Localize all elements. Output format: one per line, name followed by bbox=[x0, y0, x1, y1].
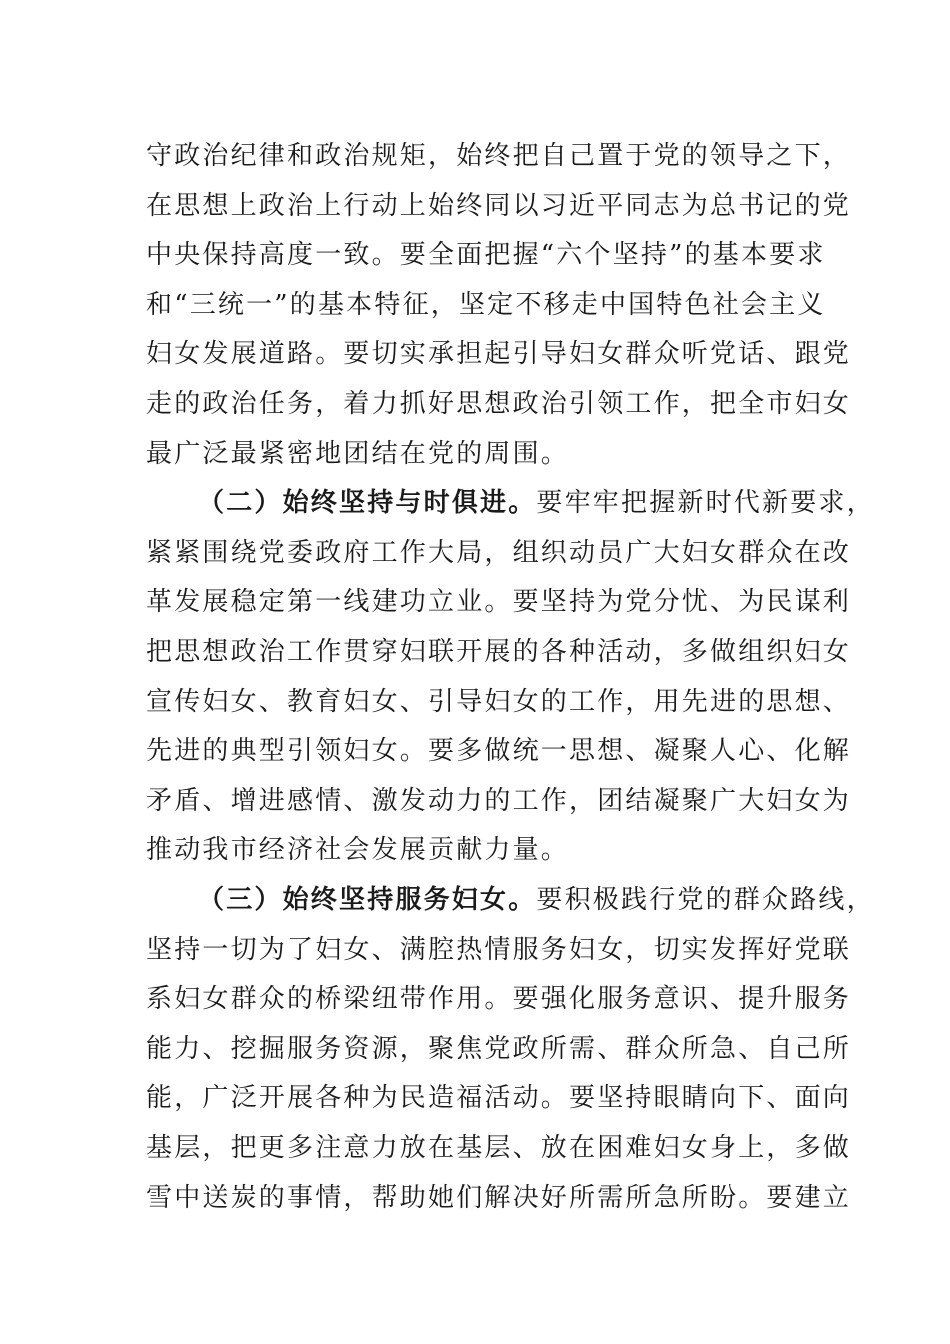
paragraph-1-line-7: 最广泛最紧密地团结在党的周围。 bbox=[146, 439, 570, 469]
paragraph-3-line-7: 雪中送炭的事情，帮助她们解决好所需所急所盼。要建立 bbox=[146, 1183, 852, 1213]
paragraph-1-line-3: 中央保持高度一致。要全面把握“六个坚持”的基本要求 bbox=[146, 240, 826, 270]
paragraph-3-first-line bbox=[198, 876, 875, 924]
paragraph-3-line-6: 基层，把更多注意力放在基层、放在困难妇女身上，多做 bbox=[146, 1133, 852, 1163]
paragraph-3-first-line-text: 要积极践行党的群众路线， bbox=[536, 885, 875, 915]
paragraph-2-first-line bbox=[198, 479, 875, 527]
paragraph-2-line-7: 矛盾、增进感情、激发动力的工作，团结凝聚广大妇女为 bbox=[146, 786, 852, 816]
paragraph-1-line-2: 在思想上政治上行动上始终同以习近平同志为总书记的党 bbox=[146, 191, 852, 221]
paragraph-1-line-5: 妇女发展道路。要切实承担起引导妇女群众听党话、跟党 bbox=[146, 339, 852, 369]
paragraph-2-line-4: 把思想政治工作贯穿妇联开展的各种活动，多做组织妇女 bbox=[146, 637, 852, 667]
paragraph-3-line-5: 能，广泛开展各种为民造福活动。要坚持眼睛向下、面向 bbox=[146, 1083, 852, 1113]
paragraph-1-line-4: 和“三统一”的基本特征，坚定不移走中国特色社会主义 bbox=[146, 290, 826, 320]
paragraph-2-heading: （二）始终坚持与时俱进。 bbox=[198, 488, 537, 518]
paragraph-2-line-5: 宣传妇女、教育妇女、引导妇女的工作，用先进的思想、 bbox=[146, 687, 852, 717]
paragraph-1-line-6: 走的政治任务，着力抓好思想政治引领工作，把全市妇女 bbox=[146, 389, 852, 419]
paragraph-2-line-2: 紧紧围绕党委政府工作大局，组织动员广大妇女群众在改 bbox=[146, 538, 852, 568]
paragraph-2-line-3: 革发展稳定第一线建功立业。要坚持为党分忧、为民谋利 bbox=[146, 587, 852, 617]
paragraph-2-line-6: 先进的典型引领妇女。要多做统一思想、凝聚人心、化解 bbox=[146, 736, 852, 766]
paragraph-3-heading: （三）始终坚持服务妇女。 bbox=[198, 885, 537, 915]
paragraph-1-line-1: 守政治纪律和政治规矩，始终把自己置于党的领导之下， bbox=[146, 141, 852, 171]
paragraph-2-first-line-text: 要牢牢把握新时代新要求， bbox=[536, 488, 875, 518]
paragraph-2-line-8: 推动我市经济社会发展贡献力量。 bbox=[146, 835, 570, 865]
paragraph-3-line-2: 坚持一切为了妇女、满腔热情服务妇女，切实发挥好党联 bbox=[146, 935, 852, 965]
paragraph-3-line-3: 系妇女群众的桥梁纽带作用。要强化服务意识、提升服务 bbox=[146, 984, 852, 1014]
paragraph-3-line-4: 能力、挖掘服务资源，聚焦党政所需、群众所急、自己所 bbox=[146, 1034, 852, 1064]
